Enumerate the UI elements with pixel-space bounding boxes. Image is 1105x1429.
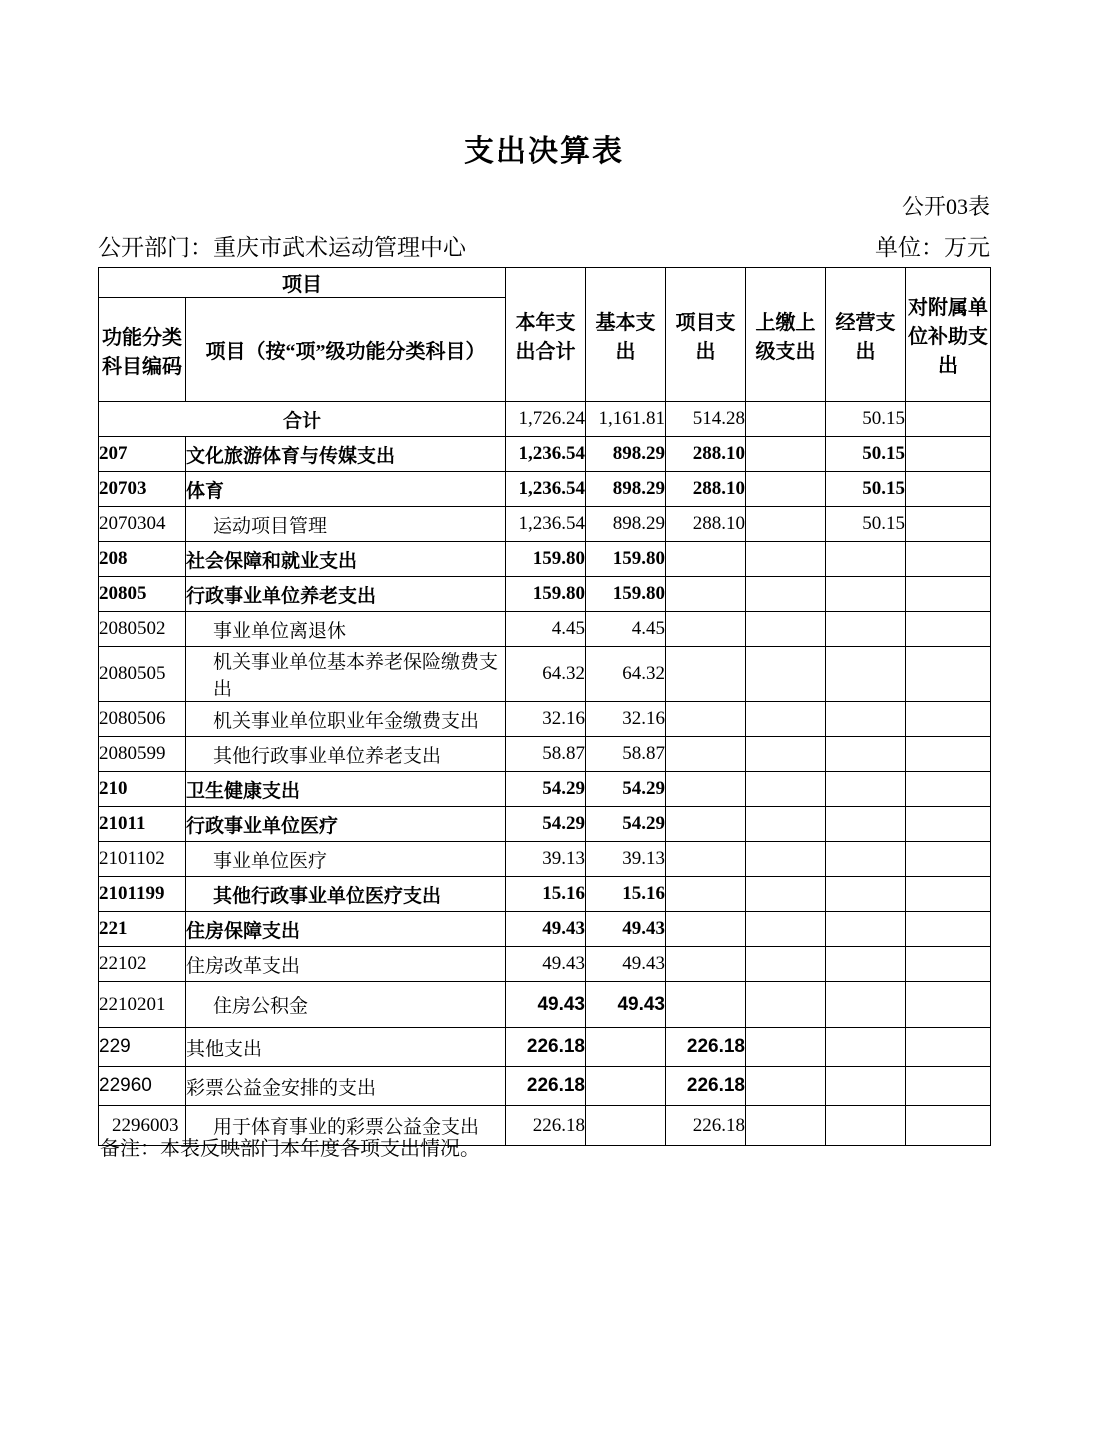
column-header-project: 项目支出 [666, 268, 746, 402]
table-row [99, 877, 991, 912]
value-cell [826, 702, 906, 737]
value-cell: 159.80 [586, 542, 666, 577]
page-title: 支出决算表 [464, 135, 624, 168]
table-row [99, 507, 991, 542]
form-code-label: 公开03表 [901, 194, 990, 219]
value-cell [826, 542, 906, 577]
code-cell: 2296003 [99, 1106, 186, 1146]
value-cell: 226.18 [506, 1067, 586, 1106]
value-cell [666, 702, 746, 737]
value-cell: 226.18 [666, 1106, 746, 1146]
item-cell: 其他支出 [186, 1028, 506, 1067]
value-cell [666, 807, 746, 842]
value-cell [666, 877, 746, 912]
code-cell: 20805 [99, 577, 186, 612]
item-cell: 其他行政事业单位医疗支出 [186, 877, 506, 912]
value-cell: 1,726.24 [506, 402, 586, 437]
value-cell [666, 912, 746, 947]
value-cell: 49.43 [586, 912, 666, 947]
meta-row [98, 229, 990, 262]
value-cell [586, 1028, 666, 1067]
header-code-column: 功能分类科目编码 [99, 298, 186, 402]
item-cell: 事业单位离退休 [186, 612, 506, 647]
value-cell [746, 472, 826, 507]
value-cell: 39.13 [586, 842, 666, 877]
value-cell [746, 1106, 826, 1146]
value-cell: 898.29 [586, 507, 666, 542]
value-cell [746, 947, 826, 982]
value-cell [746, 577, 826, 612]
code-cell: 210 [99, 772, 186, 807]
value-cell: 159.80 [506, 542, 586, 577]
column-header-upturn: 上缴上级支出 [746, 268, 826, 402]
value-cell [746, 402, 826, 437]
value-cell [906, 982, 991, 1028]
value-cell: 898.29 [586, 437, 666, 472]
value-cell: 898.29 [586, 472, 666, 507]
value-cell [746, 842, 826, 877]
value-cell [906, 702, 991, 737]
value-cell: 15.16 [506, 877, 586, 912]
value-cell [746, 982, 826, 1028]
value-cell [906, 772, 991, 807]
value-cell: 226.18 [506, 1028, 586, 1067]
table-row [99, 402, 991, 437]
value-cell: 50.15 [826, 507, 906, 542]
value-cell [906, 437, 991, 472]
value-cell [906, 1067, 991, 1106]
value-cell [666, 772, 746, 807]
table-row [99, 702, 991, 737]
value-cell [746, 647, 826, 702]
value-cell [586, 1067, 666, 1106]
table-row [99, 1028, 991, 1067]
value-cell: 226.18 [666, 1067, 746, 1106]
value-cell: 1,236.54 [506, 507, 586, 542]
header-project-group: 项目 [99, 268, 506, 298]
item-cell: 事业单位医疗 [186, 842, 506, 877]
value-cell: 1,236.54 [506, 472, 586, 507]
value-cell [746, 612, 826, 647]
code-cell: 21011 [99, 807, 186, 842]
value-cell [746, 737, 826, 772]
unit-label: 单位：万元 [875, 235, 990, 260]
value-cell [906, 612, 991, 647]
value-cell [906, 647, 991, 702]
code-cell: 229 [99, 1028, 186, 1067]
table-row [99, 947, 991, 982]
value-cell: 288.10 [666, 437, 746, 472]
table-row [99, 912, 991, 947]
value-cell [826, 947, 906, 982]
header-row-group [99, 268, 991, 298]
value-cell: 49.43 [506, 982, 586, 1028]
value-cell [906, 1028, 991, 1067]
value-cell: 32.16 [506, 702, 586, 737]
code-cell: 2080599 [99, 737, 186, 772]
value-cell [666, 647, 746, 702]
code-cell: 2080502 [99, 612, 186, 647]
item-cell: 住房保障支出 [186, 912, 506, 947]
code-cell: 2101199 [99, 877, 186, 912]
value-cell: 54.29 [586, 807, 666, 842]
value-cell: 58.87 [506, 737, 586, 772]
value-cell [826, 1067, 906, 1106]
value-cell: 54.29 [506, 807, 586, 842]
item-cell: 其他行政事业单位养老支出 [186, 737, 506, 772]
column-header-operating: 经营支出 [826, 268, 906, 402]
value-cell: 54.29 [586, 772, 666, 807]
value-cell: 50.15 [826, 437, 906, 472]
item-cell: 文化旅游体育与传媒支出 [186, 437, 506, 472]
value-cell [826, 807, 906, 842]
table-row [99, 577, 991, 612]
table-row [99, 437, 991, 472]
code-cell: 207 [99, 437, 186, 472]
value-cell: 226.18 [506, 1106, 586, 1146]
value-cell [746, 542, 826, 577]
item-cell: 住房公积金 [186, 982, 506, 1028]
item-cell: 机关事业单位基本养老保险缴费支出 [186, 647, 506, 702]
table-row [99, 472, 991, 507]
value-cell [746, 507, 826, 542]
table-row [99, 542, 991, 577]
value-cell [826, 1106, 906, 1146]
department-label: 公开部门：重庆市武术运动管理中心 [98, 235, 466, 260]
value-cell [746, 1028, 826, 1067]
code-cell: 2210201 [99, 982, 186, 1028]
value-cell [906, 542, 991, 577]
value-cell: 54.29 [506, 772, 586, 807]
item-cell: 体育 [186, 472, 506, 507]
value-cell [906, 947, 991, 982]
value-cell [826, 842, 906, 877]
value-cell [746, 912, 826, 947]
code-cell: 2070304 [99, 507, 186, 542]
value-cell [906, 877, 991, 912]
value-cell [906, 912, 991, 947]
table-row [99, 772, 991, 807]
value-cell [826, 982, 906, 1028]
table-note: 备注：本表反映部门本年度各项支出情况。 [100, 1138, 480, 1160]
value-cell [746, 807, 826, 842]
value-cell [746, 877, 826, 912]
value-cell [826, 577, 906, 612]
value-cell [746, 1067, 826, 1106]
table-header [99, 268, 991, 402]
value-cell [666, 982, 746, 1028]
value-cell [746, 772, 826, 807]
value-cell: 514.28 [666, 402, 746, 437]
item-cell: 用于体育事业的彩票公益金支出 [186, 1106, 506, 1146]
value-cell: 50.15 [826, 472, 906, 507]
value-cell [586, 1106, 666, 1146]
code-cell: 22102 [99, 947, 186, 982]
value-cell: 288.10 [666, 507, 746, 542]
value-cell [746, 437, 826, 472]
table-body [99, 402, 991, 1146]
code-cell: 2080505 [99, 647, 186, 702]
code-cell: 2101102 [99, 842, 186, 877]
value-cell: 58.87 [586, 737, 666, 772]
code-cell: 221 [99, 912, 186, 947]
value-cell: 159.80 [586, 577, 666, 612]
value-cell: 64.32 [506, 647, 586, 702]
item-cell: 运动项目管理 [186, 507, 506, 542]
value-cell: 39.13 [506, 842, 586, 877]
column-header-total: 本年支出合计 [506, 268, 586, 402]
value-cell: 226.18 [666, 1028, 746, 1067]
value-cell: 1,236.54 [506, 437, 586, 472]
item-cell: 卫生健康支出 [186, 772, 506, 807]
value-cell [906, 472, 991, 507]
code-cell: 22960 [99, 1067, 186, 1106]
value-cell [746, 702, 826, 737]
value-cell [906, 1106, 991, 1146]
value-cell [906, 737, 991, 772]
item-cell: 机关事业单位职业年金缴费支出 [186, 702, 506, 737]
value-cell: 15.16 [586, 877, 666, 912]
value-cell: 49.43 [506, 912, 586, 947]
value-cell [906, 807, 991, 842]
value-cell: 32.16 [586, 702, 666, 737]
table-row [99, 982, 991, 1028]
total-label-cell: 合计 [99, 402, 506, 437]
column-header-subsidy: 对附属单位补助支出 [906, 268, 991, 402]
value-cell [906, 577, 991, 612]
value-cell: 288.10 [666, 472, 746, 507]
table-row [99, 647, 991, 702]
table-row [99, 737, 991, 772]
header-item-column: 项目（按“项”级功能分类科目） [186, 298, 506, 402]
code-cell: 20703 [99, 472, 186, 507]
value-cell: 4.45 [506, 612, 586, 647]
value-cell [826, 1028, 906, 1067]
value-cell [826, 647, 906, 702]
value-cell [826, 912, 906, 947]
value-cell [666, 842, 746, 877]
item-cell: 社会保障和就业支出 [186, 542, 506, 577]
value-cell [906, 507, 991, 542]
table-row [99, 807, 991, 842]
value-cell: 64.32 [586, 647, 666, 702]
code-cell: 2080506 [99, 702, 186, 737]
value-cell [906, 842, 991, 877]
column-header-basic: 基本支出 [586, 268, 666, 402]
value-cell [826, 737, 906, 772]
item-cell: 行政事业单位养老支出 [186, 577, 506, 612]
table-row [99, 612, 991, 647]
value-cell [666, 577, 746, 612]
table-row [99, 842, 991, 877]
value-cell: 49.43 [506, 947, 586, 982]
expenditure-table [98, 267, 991, 1146]
value-cell [906, 402, 991, 437]
item-cell: 行政事业单位医疗 [186, 807, 506, 842]
table-row [99, 1067, 991, 1106]
value-cell: 1,161.81 [586, 402, 666, 437]
value-cell [666, 947, 746, 982]
code-cell: 208 [99, 542, 186, 577]
value-cell [666, 612, 746, 647]
value-cell: 159.80 [506, 577, 586, 612]
value-cell: 50.15 [826, 402, 906, 437]
value-cell: 49.43 [586, 947, 666, 982]
item-cell: 住房改革支出 [186, 947, 506, 982]
value-cell [826, 877, 906, 912]
value-cell [666, 542, 746, 577]
value-cell [666, 737, 746, 772]
value-cell [826, 772, 906, 807]
value-cell: 4.45 [586, 612, 666, 647]
value-cell [826, 612, 906, 647]
value-cell: 49.43 [586, 982, 666, 1028]
item-cell: 彩票公益金安排的支出 [186, 1067, 506, 1106]
